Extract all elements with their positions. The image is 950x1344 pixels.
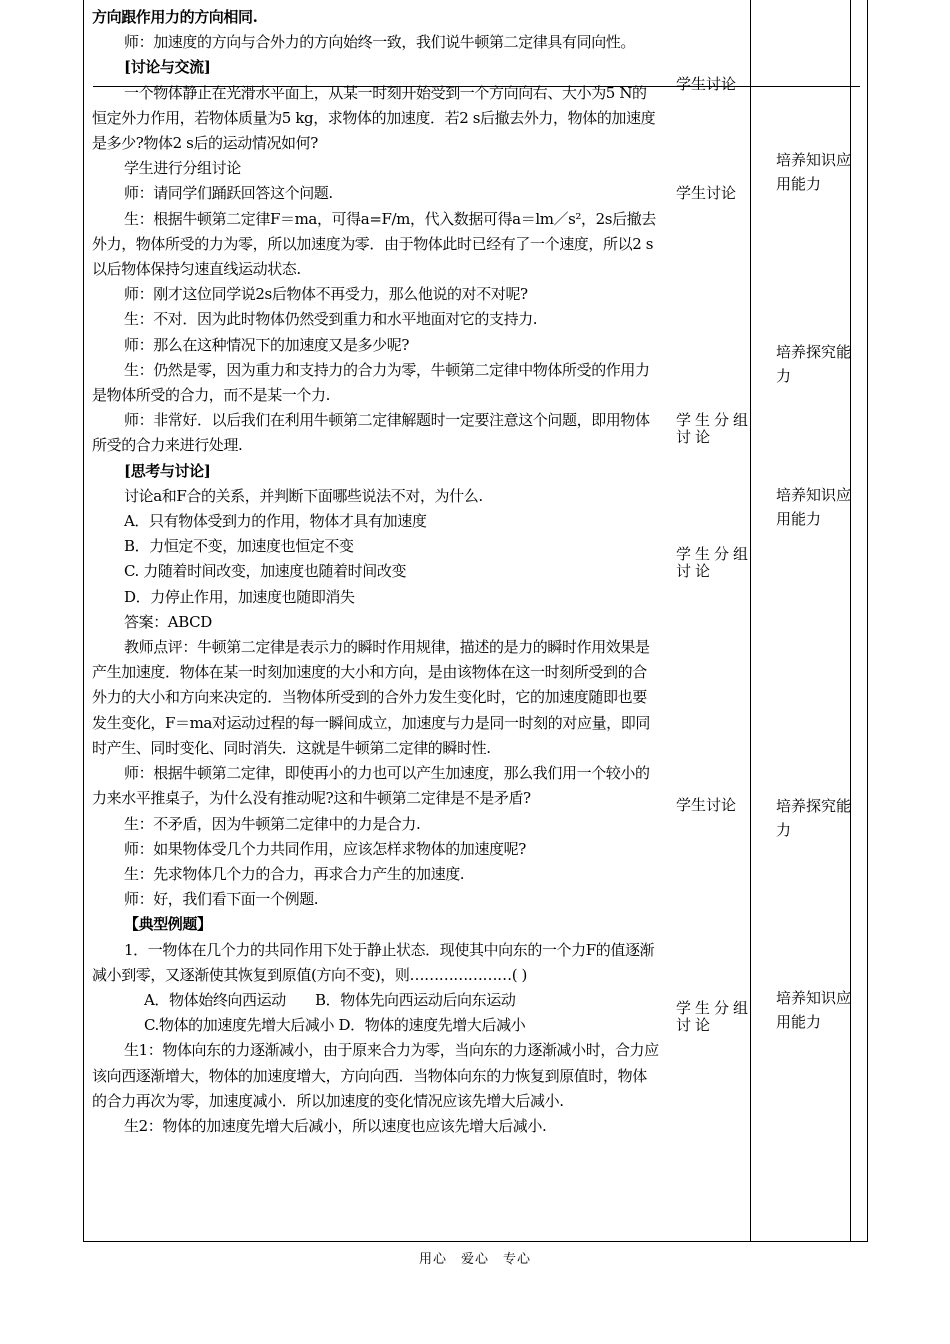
content-line: 生1：物体向东的力逐渐减小，由于原来合力为零，当向东的力逐渐减小时，合力应该向西逐渐增大，物体的加速度增大，方向向西．当物体向东的力恢复到原值时，物体的合力再次为零，加速度减小．所以加速度的变化情况应该先增大后减小. [92,1041,659,1110]
activity-note: 学生讨论 [676,796,737,814]
activity-note: 学生讨论 [676,184,737,202]
example-question: 1．一物体在几个力的共同作用下处于静止状态．现使其中向东的一个力F的值逐渐减小到零，又逐渐使其恢复到原值(方向不变)，则…………………( ) [92,940,655,984]
activity-note: 学生分组讨论 [676,545,753,580]
content-line: 方向跟作用力的方向相同. [92,8,258,26]
answer-line: 答案：ABCD [124,612,212,631]
activity-note: 学生分组讨论 [676,999,753,1034]
example-options-1: A．物体始终向西运动 B．物体先向西运动后向东运动 [144,990,516,1009]
content-line: 生：仍然是零，因为重力和支持力的合力为零，牛顿第二定律中物体所受的作用力是物体所受的合力，而不是某一个力. [92,360,650,405]
choice-d: D．力停止作用，加速度也随即消失 [124,587,355,606]
choice-c: C. 力随着时间改变，加速度也随着时间改变 [124,562,407,581]
content-line: 一个物体静止在光滑水平面上，从某一时刻开始受到一个方向向右、大小为5 N的恒定外力作用，若物体质量为5 kg，求物体的加速度．若2 s后撤去外力，物体的加速度是多少?物体2 s后的运动情况如何? [92,83,656,153]
content-line: 讨论a和F合的关系，并判断下面哪些说法不对，为什么. [124,486,483,505]
page-footer: 用心 爱心 专心 [418,1252,531,1267]
design-intent: 培养探究能力 [776,797,852,839]
content-line: 学生进行分组讨论 [124,159,241,178]
content-line: 师：加速度的方向与合外力的方向始终一致，我们说牛顿第二定律具有同向性。 [124,33,636,52]
section-heading-example: 【典型例题】 [124,915,212,934]
content-line: 师：请同学们踊跃回答这个问题. [124,184,333,203]
activity-note: 学生讨论 [676,75,737,93]
content-line: 师：好，我们看下面一个例题. [124,890,319,909]
content-line: 师：如果物体受几个力共同作用，应该怎样求物体的加速度呢? [124,839,526,858]
content-line: 生2：物体的加速度先增大后减小，所以速度也应该先增大后减小. [124,1116,547,1135]
content-line: 生：不矛盾，因为牛顿第二定律中的力是合力. [124,814,421,833]
activity-note: 学生分组讨论 [676,411,753,446]
design-intent: 培养探究能力 [776,343,852,385]
content-line: 生：根据牛顿第二定律F＝ma，可得a=F/m，代入数据可得a＝lm／s²，2s后撤去外力，物体所受的力为零，所以加速度为零．由于物体此时已经有了一个速度，所以2 s以后物体保持匀速直线运动状态. [92,209,656,279]
design-intent: 培养知识应用能力 [776,486,852,528]
content-line: 师：根据牛顿第二定律，即使再小的力也可以产生加速度，那么我们用一个较小的力来水平推桌子，为什么没有推动呢?这和牛顿第二定律是不是矛盾? [92,764,650,808]
design-intent: 培养知识应用能力 [776,989,852,1031]
content-line: 生：先求物体几个力的合力，再求合力产生的加速度. [124,864,465,883]
content-line: 生：不对．因为此时物体仍然受到重力和水平地面对它的支持力. [124,310,538,329]
section-heading-thinking: [思考与讨论] [124,461,211,480]
section-heading-discussion: [讨论与交流] [124,58,211,77]
content-line: 师：非常好．以后我们在利用牛顿第二定律解题时一定要注意这个问题，即用物体所受的合力来进行处理. [92,411,650,455]
choice-b: B．力恒定不变，加速度也恒定不变 [124,537,354,556]
content-line: 师：那么在这种情况下的加速度又是多少呢? [124,335,410,354]
example-options-2: C.物体的加速度先增大后减小 D．物体的速度先增大后减小 [144,1016,526,1035]
content-line: 师：刚才这位同学说2s后物体不再受力，那么他说的对不对呢? [124,285,528,304]
design-intent: 培养知识应用能力 [776,151,852,193]
teaching-content [92,5,660,1139]
content-line: 教师点评：牛顿第二定律是表示力的瞬时作用规律，描述的是力的瞬时作用效果是产生加速度．物体在某一时刻加速度的大小和方向，是由该物体在这一时刻所受到的合外力的大小和方向来决定的．当物体所受到的合外力发生变化时，它的加速度随即也要发生变化，F＝ma对运动过程的每一瞬间成立，加速度与力是同一时刻的对应量，即同时产生、同时变化、同时消失．这就是牛顿第二定律的瞬时性. [92,638,650,757]
choice-a: A．只有物体受到力的作用，物体才具有加速度 [124,512,427,531]
